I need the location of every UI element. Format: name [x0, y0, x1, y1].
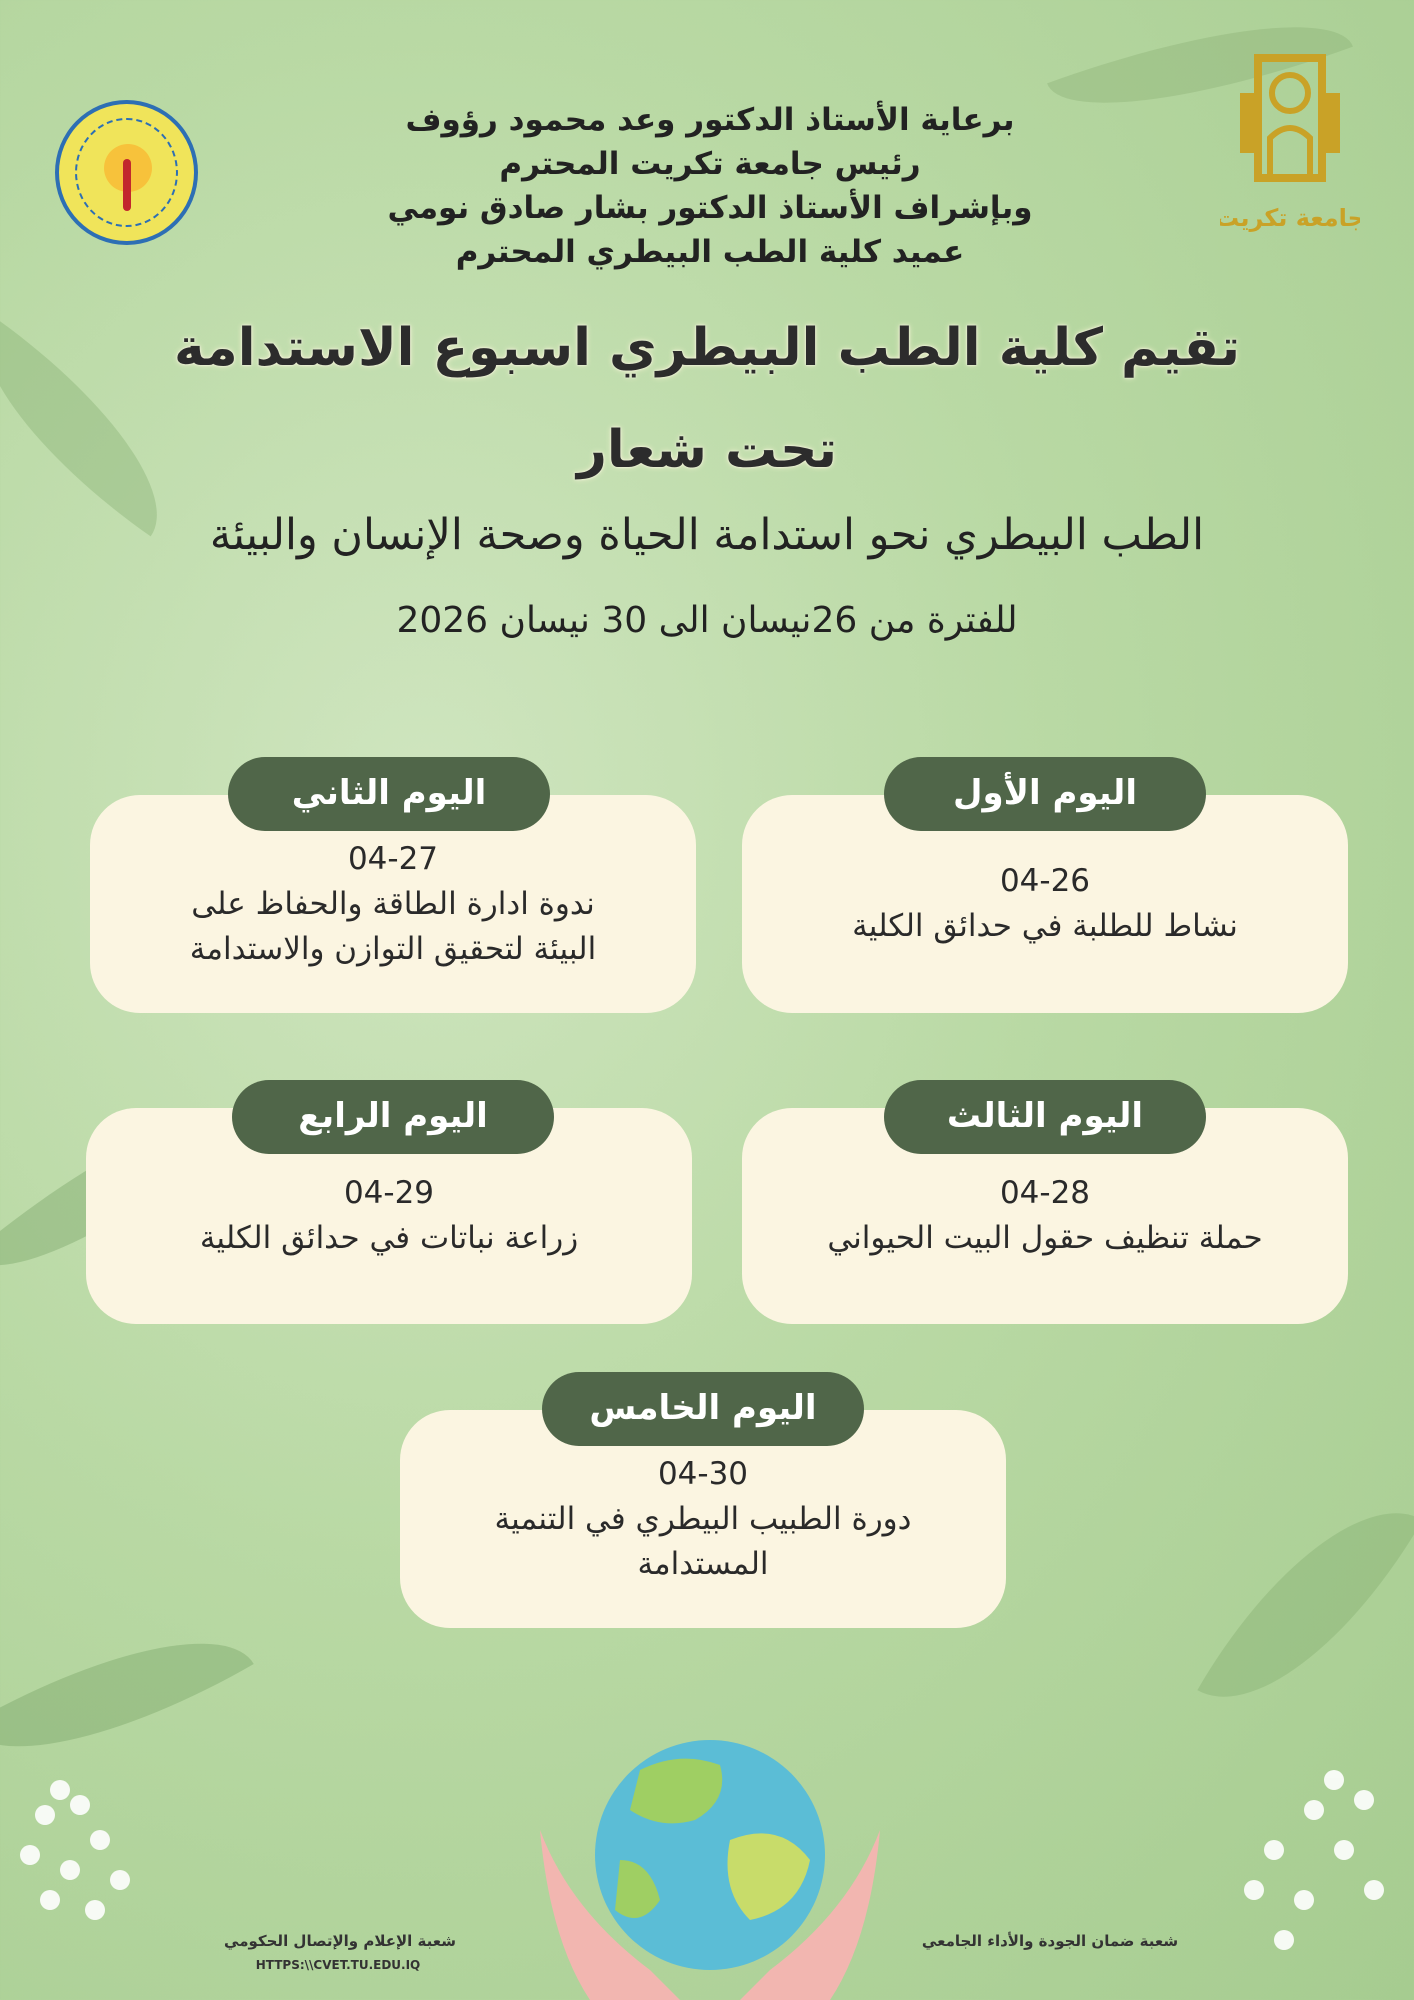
day-activity: ندوة ادارة الطاقة والحفاظ على البيئة لتحقيق التوازن والاستدامة — [189, 885, 597, 967]
snake-cup-icon — [123, 159, 131, 211]
patronage-line: برعاية الأستاذ الدكتور وعد محمود رؤوف — [405, 102, 1015, 138]
day-date: 04-27 — [347, 840, 439, 877]
day-label: اليوم الثالث — [884, 1080, 1206, 1154]
quality-unit-label: شعبة ضمان الجودة والأداء الجامعي — [921, 1932, 1179, 1950]
day-date: 04-29 — [343, 1175, 435, 1211]
patronage-block — [300, 98, 1120, 274]
page-title: تقيم كلية الطب البيطري اسبوع الاستدامة — [173, 318, 1241, 378]
day-label: اليوم الرابع — [232, 1080, 554, 1154]
day-label: اليوم الثاني — [228, 757, 550, 831]
slogan-text: الطب البيطري نحو استدامة الحياة وصحة الإنسان والبيئة — [209, 510, 1205, 560]
day-activity: نشاط للطلبة في حدائق الكلية — [852, 908, 1238, 944]
period-text: للفترة من 26نيسان الى 30 نيسان 2026 — [396, 600, 1018, 641]
day-activity: حملة تنظيف حقول البيت الحيواني — [827, 1220, 1263, 1256]
day-activity: زراعة نباتات في حدائق الكلية — [199, 1220, 579, 1256]
website-link[interactable]: HTTPS:\\CVET.TU.EDU.IQ — [255, 1958, 421, 1972]
day-label: اليوم الأول — [884, 757, 1206, 831]
flowers-decoration — [1214, 1750, 1414, 2000]
slogan-heading: تحت شعار — [576, 420, 838, 480]
leaf-decoration — [1197, 1465, 1414, 1745]
day-label: اليوم الخامس — [542, 1372, 864, 1446]
day-date: 04-28 — [999, 1175, 1091, 1211]
university-logo-text: جامعة تكريت — [1220, 204, 1360, 232]
patronage-line: عميد كلية الطب البيطري المحترم — [455, 234, 965, 270]
patronage-line: وبإشراف الأستاذ الدكتور بشار صادق نومي — [387, 190, 1033, 226]
day-date: 04-30 — [657, 1455, 749, 1492]
university-logo — [1220, 48, 1360, 238]
patronage-line: رئيس جامعة تكريت المحترم — [499, 146, 921, 182]
flowers-decoration — [0, 1760, 240, 2000]
college-logo — [55, 100, 198, 245]
globe-hands-illustration — [530, 1710, 890, 2000]
day-activity: دورة الطبيب البيطري في التنمية المستدامة — [494, 1500, 912, 1582]
media-unit-label: شعبة الإعلام والإتصال الحكومي — [224, 1932, 456, 1950]
day-date: 04-26 — [999, 863, 1091, 899]
